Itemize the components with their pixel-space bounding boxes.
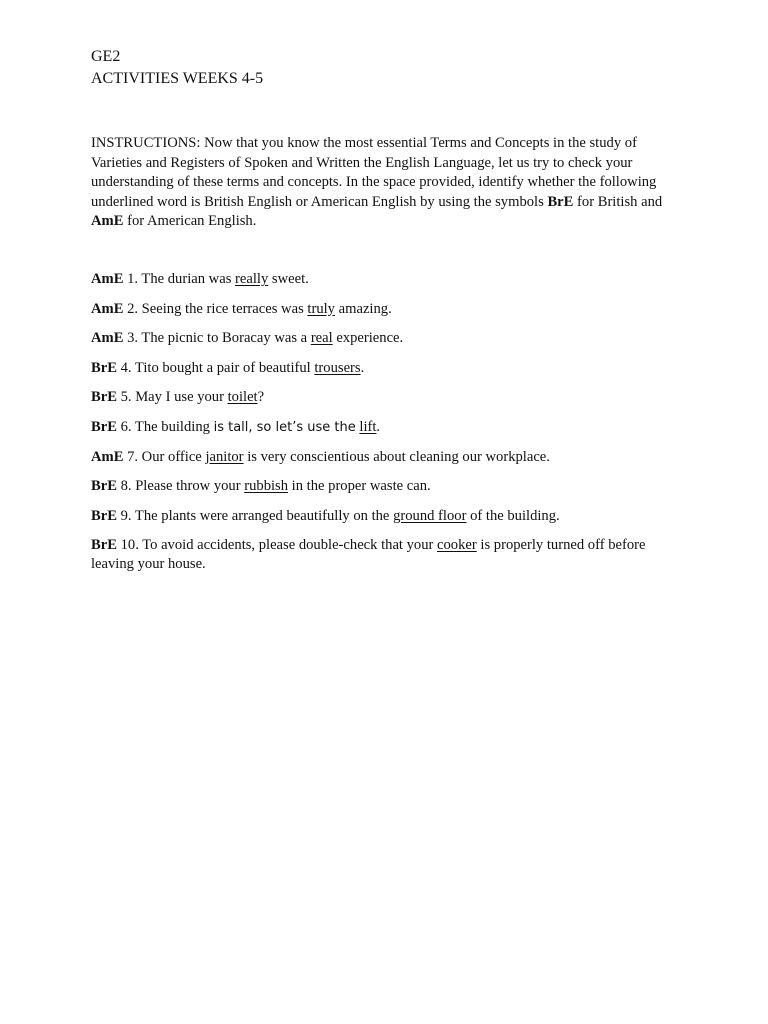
list-item-6 (91, 418, 691, 437)
list-item-4 (91, 359, 691, 378)
answer-tag: BrE (91, 537, 117, 554)
answer-tag: AmE (91, 330, 124, 347)
answer-tag: AmE (91, 448, 124, 465)
sentence-before: 5. May I use your (116, 389, 228, 406)
list-item-9 (91, 507, 691, 526)
sentence-after: amazing. (334, 300, 392, 317)
underlined-word: lift (359, 418, 377, 435)
instructions-paragraph (91, 134, 691, 232)
underlined-word: truly (307, 300, 335, 317)
sentence-after: ? (257, 389, 265, 406)
sentence-after: is very conscientious about cleaning our workplace. (243, 448, 550, 465)
list-item-10 (91, 536, 691, 574)
list-item-8 (91, 477, 691, 496)
underlined-word: janitor (205, 448, 244, 465)
list-item-2 (91, 300, 691, 319)
sentence-before: 4. Tito bought a pair of beautiful (116, 359, 315, 376)
list-item-7 (91, 448, 691, 467)
underlined-word: trousers (314, 359, 361, 376)
sentence-before: 9. The plants were arranged beautifully on the (116, 507, 394, 524)
instructions-text-2: for British and (573, 193, 663, 210)
underlined-word: really (235, 271, 269, 287)
sentence-after: . (360, 359, 365, 376)
list-item-3 (91, 329, 691, 348)
sentence-middle: is tall, so let’s use the (213, 419, 356, 435)
underlined-word: real (310, 330, 333, 347)
sentence-before: 10. To avoid accidents, please double-check that your (116, 537, 438, 554)
underlined-word: rubbish (244, 478, 289, 495)
sentence-after: . (376, 418, 381, 435)
answer-list (91, 270, 691, 585)
instructions-text-1: INSTRUCTIONS: Now that you know the most essential Terms and Concepts in the study of Varieties and Registers of Spoken and Written the English Language, let us try to check your understanding of these terms and concepts. In the space provided, identify whether the following underlined word is British English or American English by using the symbols (91, 135, 657, 210)
bre-symbol: BrE (547, 193, 574, 210)
answer-tag: BrE (91, 418, 117, 435)
underlined-word: toilet (227, 389, 258, 406)
answer-tag: BrE (91, 389, 117, 406)
underlined-word: ground floor (393, 507, 467, 524)
answer-tag: BrE (91, 478, 117, 495)
answer-tag: BrE (91, 507, 117, 524)
underlined-word: cooker (437, 537, 477, 554)
sentence-before: 2. Seeing the rice terraces was (123, 300, 308, 317)
course-code: GE2 (91, 48, 121, 65)
sentence-before: 7. Our office (123, 448, 206, 465)
answer-tag: BrE (91, 359, 117, 376)
document-title: ACTIVITIES WEEKS 4-5 (91, 70, 264, 87)
list-item-5 (91, 388, 691, 407)
list-item-1 (91, 270, 691, 289)
answer-tag: AmE (91, 300, 124, 317)
sentence-after: experience. (332, 330, 404, 347)
sentence-before: 6. The building (116, 418, 214, 435)
sentence-before: 1. The durian was (123, 271, 236, 287)
sentence-after: is properly turned off before leaving your house. (91, 537, 646, 573)
sentence-after: of the building. (466, 507, 560, 524)
sentence-after: in the proper waste can. (288, 478, 431, 495)
answer-tag: AmE (91, 271, 124, 287)
sentence-after: sweet. (268, 271, 309, 287)
document-header (91, 46, 263, 90)
instructions-text-3: for American English. (123, 213, 257, 229)
sentence-before: 3. The picnic to Boracay was a (123, 330, 311, 347)
sentence-before: 8. Please throw your (116, 478, 245, 495)
ame-symbol: AmE (91, 213, 124, 229)
